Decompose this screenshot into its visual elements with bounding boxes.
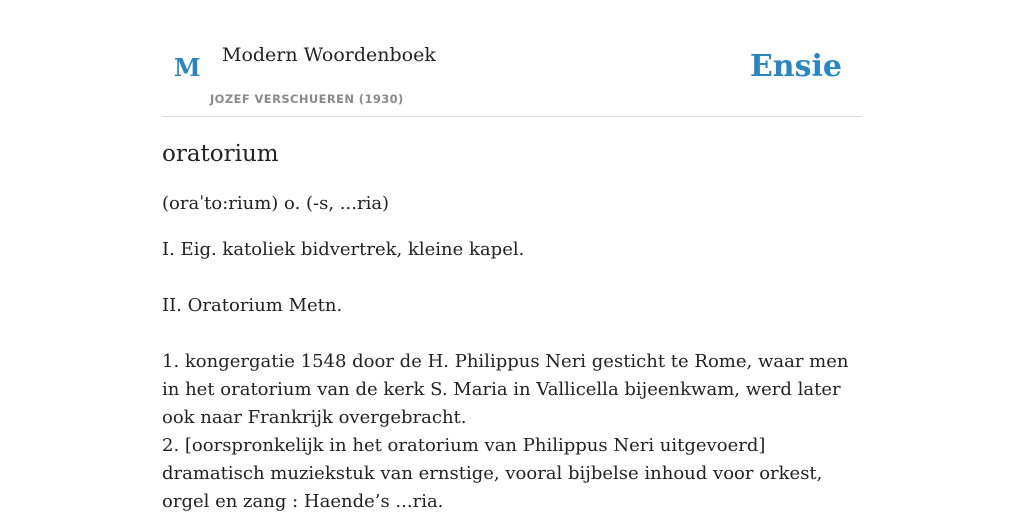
spacer bbox=[162, 264, 862, 292]
entry-headword: oratorium bbox=[162, 141, 279, 167]
header bbox=[162, 0, 862, 117]
dictionary-logo[interactable]: M bbox=[174, 53, 201, 82]
brand-logo[interactable]: Ensie bbox=[749, 49, 842, 84]
sense-2: II. Oratorium Metn. bbox=[162, 295, 343, 316]
entry-pronunciation: (oraˈto:rium) o. (-s, ...ria) bbox=[162, 193, 390, 214]
dictionary-title[interactable]: Modern Woordenboek bbox=[222, 44, 436, 66]
dictionary-author: JOZEF VERSCHUEREN (1930) bbox=[210, 92, 404, 106]
entry-content bbox=[162, 138, 862, 512]
sense-1: I. Eig. katoliek bidvertrek, kleine kapel. bbox=[162, 239, 525, 260]
spacer bbox=[162, 320, 862, 348]
sub-sense-1: 1. kongergatie 1548 door de H. Philippus Neri gesticht te Rome, waar men in het oratorium van de kerk S. Maria in Vallicella bijeenkwam, werd later ook naar Frankrijk overgebracht. bbox=[162, 351, 849, 428]
sub-sense-2: 2. [oorspronkelijk in het oratorium van Philippus Neri uitgevoerd] dramatisch muziekstuk van ernstige, vooral bijbelse inhoud voor orkest, orgel en zang : Haende’s ...ria. bbox=[162, 435, 823, 512]
